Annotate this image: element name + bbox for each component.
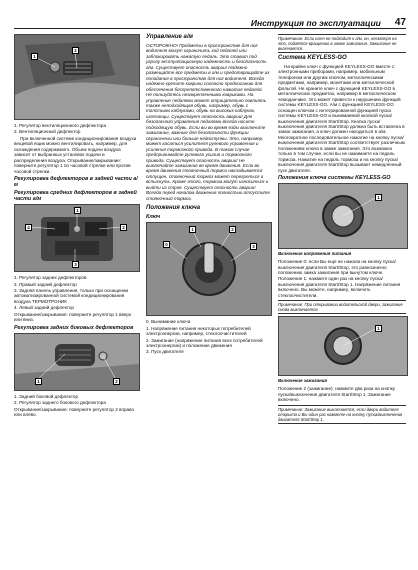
paragraph: Положение 1: нажмите один раз на кнопку пуска/выключения двигателя Start/Stop 1. Напряжение питания включено. Вы можете, например, включить стеклоочистители. [278, 276, 401, 298]
callout-4: 4 [25, 224, 32, 231]
paragraph: Открывание/закрывание: поверните регулятор 2 вправо или влево. [14, 406, 135, 418]
list-item: 2. Правый задний дефлектор [14, 281, 77, 287]
callout-1: 1 [189, 226, 196, 233]
list-item: 3. Задняя панель управления, только при оснащении автоматизированной системой кондиционирования воздуха ТЕРМОТРОНИК [14, 287, 129, 304]
list-item: 3. Пуск двигателя [146, 349, 184, 355]
section-heading: Регулировка средних дефлекторов в задней части а/м [14, 190, 137, 203]
warning-paragraph: ОСТОРОЖНО! Предметы в пространстве для ног водителя могут ограничить ход педалей или заблокировать нажатую педаль. Это ставит под угрозу эксплуатационную надежность и безопасность а/м. Существует опасность аварии! Надежно размещайте все предметы в а/м и предотвращайте их попадание в пространство для ног водителя. Всегда надежно крепите коврики согласно предписанию для обеспечения беспрепятственного нажатия педалей. Не пользуйтесь незакрепленными ковриками. На управление педалями может отрицательно повлиять также неподходящая обувь, например, обувь с толстыми каблуками, обувь на высоких каблуках, шлепанцы. Существует опасность аварии! Для безопасного управления педалями всегда носите подходящую обувь. Если вы во время езды выключите зажигание, важные для безопасности функции ограничены или больше недоступны. Это, например, может касаться усилителя рулевого управления и усиления тормозного привода. В таком случае предпринимайте рулевого усилия и тормозного привода. Существует опасность аварии! Не выключайте зажигание во время движения. Если во время движения стояночный тормоз накладывается отпущен, стояночный тормоз может перегреться и вспыхнуть. Кроме этого, тормоза могут износиться и выйти из строя. Существует опасность аварии! Всегда перед началом движения полностью отпустите стояночный тормоз. [146, 43, 270, 201]
subsection-heading: Ключ [146, 214, 161, 221]
keyless-positions-text [278, 259, 406, 298]
paragraph: При включенной системе кондиционирования воздуха вещевой ящик можно вентилировать, например, для охлаждения содержимого. Объем подачи воздуха зависит от выбранных установок подачи и распределения воздуха. Открывание/закрывание: поверните регулятор 1 по часовой стрелке или против часовой стрелки. [14, 135, 137, 174]
list-item: 1. Регулятор вентиляционного дефлектора [14, 123, 107, 128]
rear-vents-list [14, 275, 138, 323]
column-right [278, 34, 406, 426]
callout-1: 1 [375, 325, 382, 332]
key-positions-list [146, 319, 270, 355]
section-heading: Регулировка дефлекторов в задней части а/м [14, 176, 138, 189]
callout-0: 0 [163, 241, 170, 248]
ignition-key-photo [146, 222, 272, 316]
list-item: 2. Вентиляционный дефлектор [14, 129, 81, 135]
side-vent-list [14, 394, 138, 418]
header-title: Инструкция по эксплуатации [250, 18, 381, 28]
callout-2: 2 [120, 224, 127, 231]
paragraph: Положение 0: если Вы еще не нажали на кнопку пуска/выключения двигателя Start/Stop, это равнозначно положению замка зажигания при вынутом ключе. [278, 259, 396, 275]
side-vent-photo [14, 333, 140, 391]
section-heading: Положения ключа системы KEYLESS-GO [278, 175, 391, 182]
section-heading: Система KEYLESS-GO [278, 55, 347, 61]
callout-3: 3 [72, 261, 79, 268]
page-header [14, 14, 406, 29]
list-item: 0. Вынимание ключа [146, 319, 191, 325]
page-number: 47 [394, 17, 406, 28]
start-stop-button-photo [278, 183, 408, 249]
callout-1: 1 [31, 53, 38, 60]
vent-deflector-photo [14, 34, 140, 120]
list-item: 2. Зажигание (напряжение питания всех потребителей электроэнергии) и положение движения [146, 337, 263, 348]
keyless-text [278, 64, 406, 173]
paragraph: Положение 2 (зажигание): нажмите два раза на кнопку пуска/выключения двигателя Start/Stop 1. Зажигание включено. [278, 386, 396, 403]
callout-1: 1 [375, 194, 382, 201]
rear-vents-photo [14, 204, 140, 272]
callout-2: 2 [229, 226, 236, 233]
note-box: Примечание: Зажигание выключается, если двери водителя открыта и Вы один раз нажмете на кнопку пуска/выключения двигателя Start/Stop 1. [278, 405, 406, 424]
callout-1: 1 [35, 378, 42, 385]
section-heading: Управление а/м [146, 34, 193, 40]
column-middle [146, 34, 270, 356]
note-box: Примечание: Если ключ не подходит к а/м, он, несмотря на это, подаётся вращению в замке зажигания. Зажигание не включается. [278, 34, 406, 53]
section-heading: Регулировка задних боковых дефлекторов [14, 324, 134, 331]
section-heading: Положения ключа [146, 205, 201, 212]
callout-2: 2 [113, 378, 120, 385]
list-item: 1. Напряжение питания некоторых потребителей электроэнергии, например, стеклоочистителей [146, 325, 251, 337]
list-item: 4. Левый задний дефлектор [14, 305, 74, 311]
ignition-text [278, 386, 406, 402]
column-left [14, 34, 138, 419]
deflector-list [14, 123, 138, 174]
paragraph: Открывание/закрывание: поверните регулятор 1 вверх или вниз. [14, 311, 132, 323]
ignition-on-photo [278, 316, 408, 376]
list-item: 2. Регулятор заднего бокового дефлектора [14, 400, 106, 406]
paragraph: На крайне ключ с функцией KEYLESS-GO вместе с: электронными приборами, например, мобильным телефоном или другим ключом, металлическими предметами, например, монетами или металлической фольгой. Не храните ключ с функцией KEYLESS-GO в металлических предметах, например в металлическом чемоданчике. Это может привести к нарушению функций системы KEYLESS-GO. А/м с функцией KEYLESS-GO оснащен ключом с интегрированной функцией пуска системы KEYLESS-GO и вынимаемой кнопкой пуска/выключения двигателя Start/Stop. Кнопка пуска/выключения двигателя Start/Stop должна быть вставлена в замок зажигания, а ключ должен находиться в а/м. Многократное последовательное нажатие на кнопку пуска/выключения двигателя Start/Stop соответствует различным положениям ключа в замке зажигания. Это возможно только в том случае, если вы не нажимаете на педаль тормоза. Нажатие на педаль тормоза и на кнопку пуска/выключения двигателя Start/Stop вызывает немедленный пуск двигателя. [278, 64, 405, 173]
figure-caption: Включение напряжения питания [278, 251, 352, 257]
list-item: 1. Регулятор задних дефлекторов [14, 275, 87, 281]
figure-caption: Включение зажигания [278, 378, 327, 384]
list-item: 1. Задний боковой дефлектор [14, 393, 79, 399]
callout-1: 1 [74, 207, 81, 214]
callout-2: 2 [72, 47, 79, 54]
warning-text [146, 43, 270, 201]
note-box: Примечание: При открывании водительской двери, зажигание снова выключается. [278, 300, 406, 314]
callout-3: 3 [250, 243, 257, 250]
